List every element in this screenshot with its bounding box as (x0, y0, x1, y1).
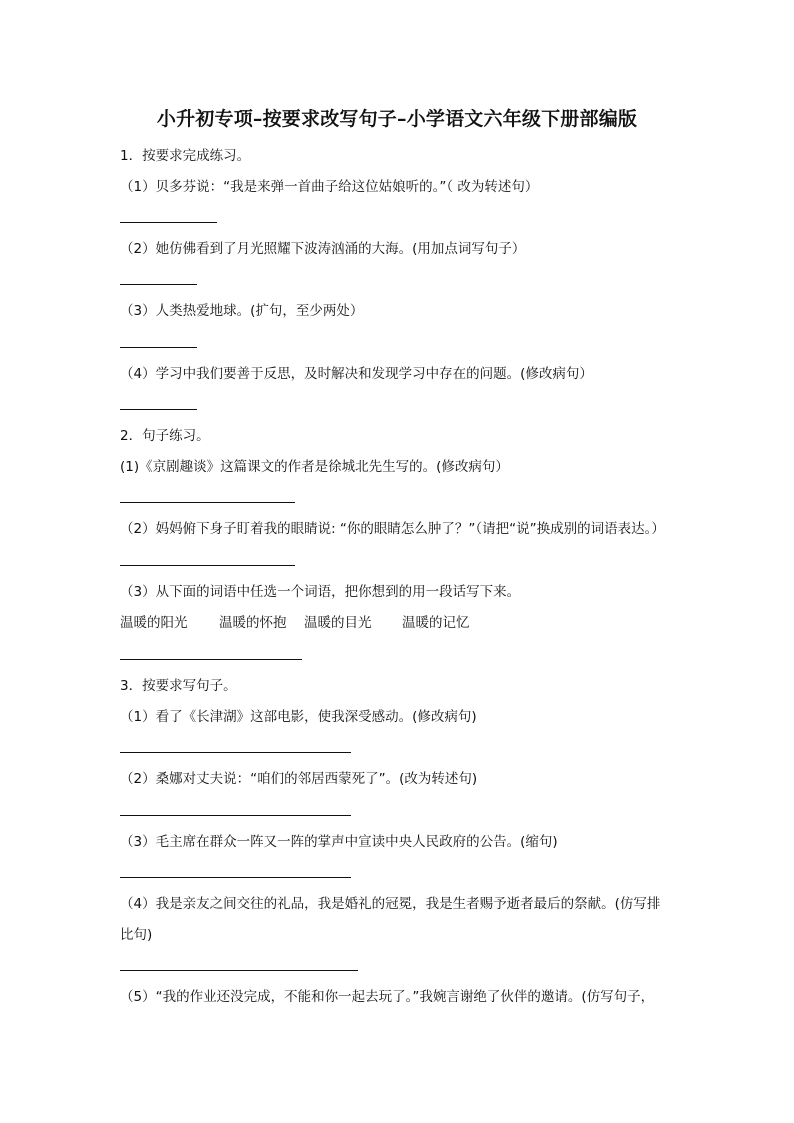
answer-line-1-2[interactable] (120, 284, 197, 285)
answer-line-2-3[interactable] (120, 659, 302, 660)
question-3-2: （2）桑娜对丈夫说：“咱们的邻居西蒙死了”。(改为转述句) (120, 771, 478, 787)
word-option-2: 温暖的怀抱 (219, 615, 287, 631)
question-2-1: (1)《京剧趣谈》这篇课文的作者是徐城北先生写的。(修改病句） (120, 459, 509, 475)
answer-line-2-2[interactable] (120, 565, 295, 566)
section-1-heading: 1．按要求完成练习。 (120, 148, 251, 164)
section-2-heading: 2．句子练习。 (120, 428, 210, 444)
question-2-3: （3）从下面的词语中任选一个词语，把你想到的用一段话写下来。 (120, 584, 521, 600)
question-3-5: （5）“我的作业还没完成，不能和你一起去玩了。”我婉言谢绝了伙伴的邀请。(仿写句子， (120, 989, 655, 1005)
question-1-1: （1）贝多芬说：“我是来弹一首曲子给这位姑娘听的。”（ 改为转述句） (120, 179, 539, 195)
answer-line-3-4[interactable] (120, 970, 358, 971)
word-option-3: 温暖的目光 (304, 615, 372, 631)
answer-line-1-4[interactable] (120, 409, 197, 410)
word-option-4: 温暖的记忆 (402, 615, 470, 631)
answer-line-1-1[interactable] (120, 222, 217, 223)
answer-line-3-2[interactable] (120, 815, 351, 816)
answer-line-3-1[interactable] (120, 752, 351, 753)
answer-line-3-3[interactable] (120, 877, 351, 878)
question-2-2: （2）妈妈俯下身子盯着我的眼睛说: “你的眼睛怎么肿了？”（请把“说”换成别的词语表达。） (120, 521, 665, 537)
question-3-4: （4）我是亲友之间交往的礼品，我是婚礼的冠冕，我是生者赐予逝者最后的祭献。(仿写排 (120, 896, 661, 912)
answer-line-2-1[interactable] (120, 502, 295, 503)
question-1-4: （4）学习中我们要善于反思，及时解决和发现学习中存在的问题。(修改病句） (120, 366, 593, 382)
question-1-2: （2）她仿佛看到了月光照耀下波涛汹涌的大海。(用加点词写句子） (120, 241, 526, 257)
question-1-3: （3）人类热爱地球。(扩句，至少两处） (120, 303, 364, 319)
word-option-1: 温暖的阳光 (120, 615, 188, 631)
question-3-3: （3）毛主席在群众一阵又一阵的掌声中宣读中央人民政府的公告。(缩句) (120, 834, 558, 850)
question-3-1: （1）看了《长津湖》这部电影，使我深受感动。(修改病句) (120, 709, 477, 725)
question-3-4-continued: 比句) (120, 927, 153, 943)
answer-line-1-3[interactable] (120, 347, 197, 348)
section-3-heading: 3．按要求写句子。 (120, 678, 237, 694)
page-title: 小升初专项–按要求改写句子–小学语文六年级下册部编版 (156, 108, 638, 130)
